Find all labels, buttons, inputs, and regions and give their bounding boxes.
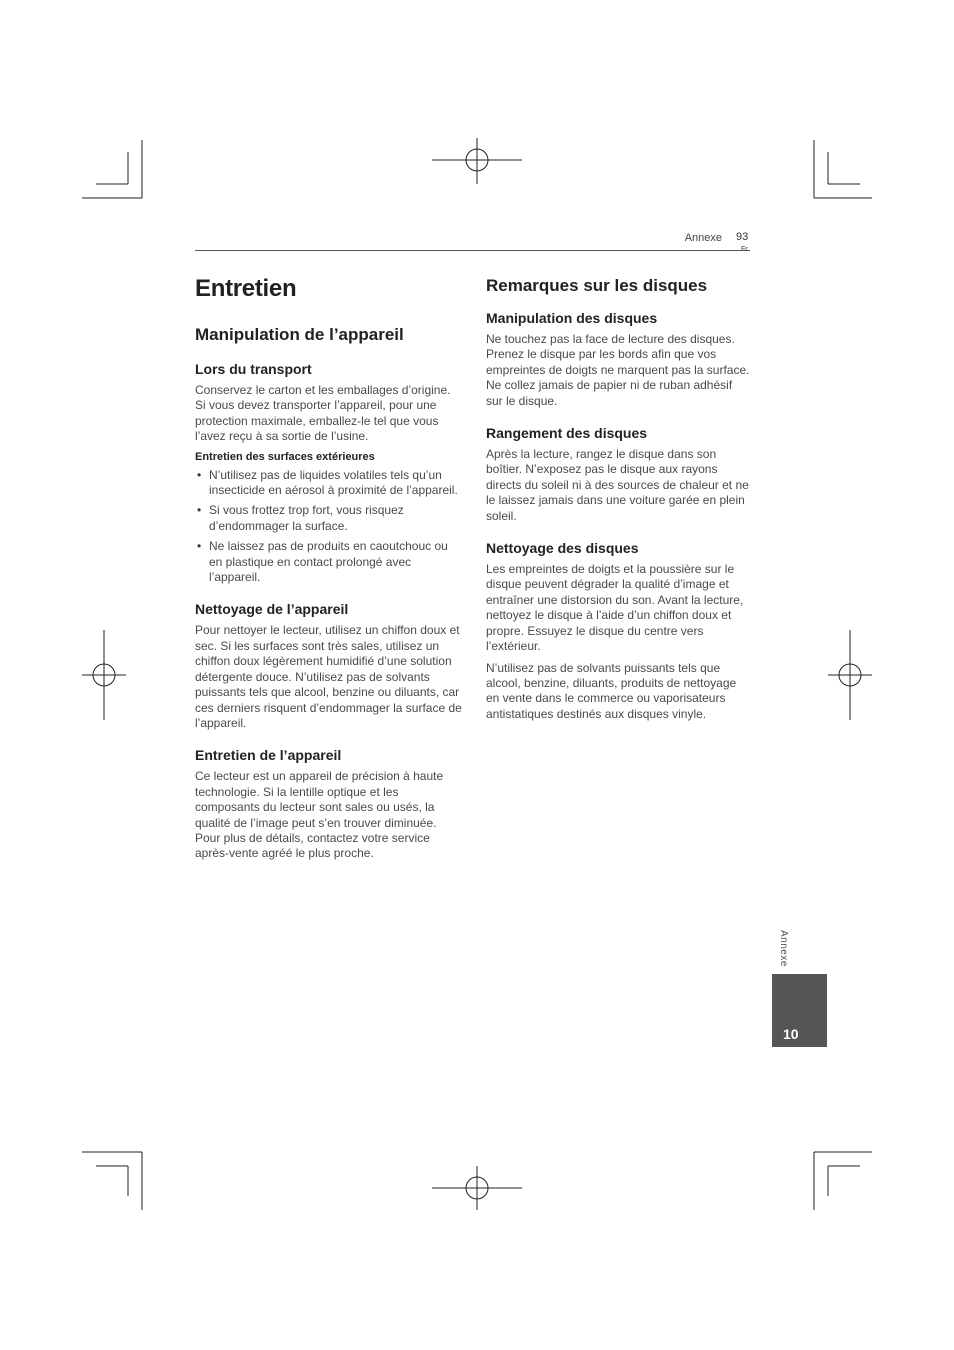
page-title: Entretien (195, 275, 297, 302)
paragraph-disc-cleaning-2: N’utilisez pas de solvants puissants tels que alcool, benzine, diluants, produits de nettoyage en vente dans le commerce ou vaporisateurs antistatiques destinés aux disques vinyle. (486, 660, 737, 721)
bullet-list-surfaces (195, 468, 463, 586)
page-number: 93 (736, 231, 749, 243)
left-column (195, 272, 463, 868)
subheading-exterior-surfaces: Entretien des surfaces extérieures (195, 450, 375, 463)
paragraph-disc-handling: Ne touchez pas la face de lecture des disques. Prenez le disque par les bords afin que vos empreintes de doigts ne marquent pas la surface. Ne collez jamais de papier ni de ruban adhésif sur le disque. (486, 332, 750, 408)
subheading-disc-storage: Rangement des disques (486, 425, 648, 442)
subheading-device-maintenance: Entretien de l’appareil (195, 747, 342, 764)
subheading-disc-cleaning: Nettoyage des disques (486, 540, 639, 557)
paragraph-device-maintenance: Ce lecteur est un appareil de précision à haute technologie. Si la lentille optique et les composants du lecteur sont sales ou usés, la qualité de l’image peut s’en trouver diminuée. Pour plus de détails, contactez votre service après-vente agréé le plus proche. (195, 769, 444, 861)
chapter-number: 10 (783, 1026, 799, 1042)
section-heading-discs: Remarques sur les disques (486, 276, 708, 295)
subheading-device-cleaning: Nettoyage de l’appareil (195, 601, 349, 618)
subheading-disc-handling: Manipulation des disques (486, 310, 658, 326)
paragraph-disc-storage: Après la lecture, rangez le disque dans son boîtier. N’exposez pas le disque aux rayons directs du soleil ni à des sources de chaleur et ne le laissez jamais dans une voiture garée en plein soleil. (486, 447, 749, 523)
chapter-tab (772, 974, 827, 1047)
running-header-section: Annexe (684, 232, 722, 244)
side-tab-label: Annexe (778, 930, 789, 967)
section-heading-device-handling: Manipulation de l’appareil (195, 325, 404, 344)
subheading-transport: Lors du transport (195, 361, 312, 377)
paragraph-disc-cleaning-1: Les empreintes de doigts et la poussière sur le disque peuvent dégrader la qualité d’image et entraîner une distorsion du son. Avant la lecture, nettoyez le disque à l’aide d’un chiffon doux et propre. Essuyez le disque du centre vers l’extérieur. (486, 562, 744, 654)
list-item: • Si vous frottez trop fort, vous risquez d’endommager la surface. (195, 503, 463, 534)
list-item: • Ne laissez pas de produits en caoutchouc ou en plastique en contact prolongé avec l’appareil. (195, 539, 463, 585)
header-rule (195, 250, 750, 251)
right-column (486, 272, 752, 728)
list-item: • N’utilisez pas de liquides volatiles tels qu’un insecticide en aérosol à proximité de l’appareil. (195, 468, 463, 499)
paragraph-transport: Conservez le carton et les emballages d’origine. Si vous devez transporter l’appareil, pour une protection maximale, emballez-le tel que vous l’avez reçu à sa sortie de l’usine. (195, 383, 451, 444)
paragraph-device-cleaning: Pour nettoyer le lecteur, utilisez un chiffon doux et sec. Si les surfaces sont très sales, utilisez un chiffon doux légèrement humidifié d’une solution détergente douce. N’utilisez pas de solvants puissants tels que alcool, benzine ou diluants, car ces derniers risquent d’endommager la surface de l’appareil. (195, 623, 462, 730)
